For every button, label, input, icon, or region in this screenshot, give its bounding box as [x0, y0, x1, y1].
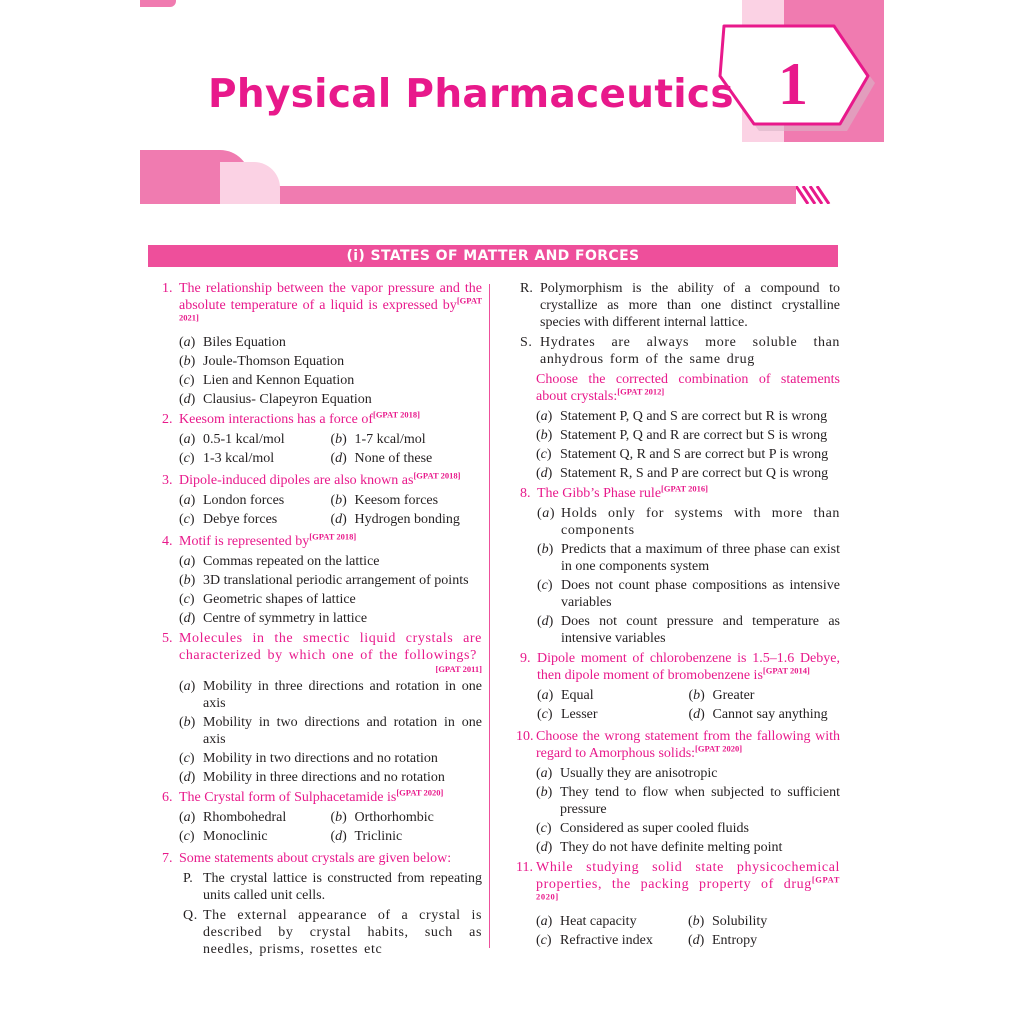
option: (c) Does not count phase compositions as intensive variables — [537, 578, 840, 610]
page-title: Physical Pharmaceutics — [208, 72, 734, 117]
question-9 — [520, 650, 840, 725]
options — [537, 687, 840, 725]
option: (c) Mobility in two directions and no rotation — [179, 751, 438, 766]
question-text: Some statements about crystals are given below: — [179, 851, 452, 866]
right-column — [516, 280, 840, 954]
option: (a) Rhombohedral — [179, 810, 287, 825]
option: (c) Debye forces — [179, 512, 278, 527]
question-text: The relationship between the vapor pressure and the absolute temperature of a liquid is expressed by[GPAT 2021] — [179, 281, 482, 323]
options — [179, 431, 482, 469]
option: (d) Hydrogen bonding — [330, 512, 460, 527]
question-number: 11. — [516, 860, 533, 875]
question-number: 3. — [162, 473, 173, 488]
option: (c) Monoclinic — [179, 829, 268, 844]
column-divider — [489, 284, 490, 948]
option: (b) Orthorhombic — [330, 810, 434, 825]
exam-tag: [GPAT 2020] — [695, 743, 743, 754]
statement: S. Hydrates are always more soluble than anhydrous form of the same drug — [520, 335, 840, 367]
options — [179, 334, 482, 408]
question-text: Keesom interactions has a force of[GPAT 2018] — [179, 409, 420, 427]
option: (a) Usually they are anisotropic — [536, 766, 718, 781]
question-7 — [162, 850, 482, 958]
header-band — [140, 150, 840, 206]
option: (d) Entropy — [688, 933, 758, 948]
option: (a) Mobility in three directions and rotation in one axis — [179, 679, 482, 711]
option: (b) 3D translational periodic arrangement of points — [179, 573, 469, 588]
option: (a) Statement P, Q and S are correct but R is wrong — [536, 409, 828, 424]
option: (c) 1-3 kcal/mol — [179, 451, 275, 466]
question-number: 1. — [162, 281, 173, 296]
exam-tag: [GPAT 2016] — [661, 483, 709, 494]
question-number: 5. — [162, 631, 173, 646]
question-number: 8. — [520, 486, 531, 501]
question-number: 6. — [162, 790, 173, 805]
exam-tag: [GPAT 2020] — [536, 874, 840, 902]
option: (d) Cannot say anything — [688, 707, 828, 722]
option: (b) Greater — [688, 688, 755, 703]
option: (b) Keesom forces — [330, 493, 439, 508]
question-text: Choose the wrong statement from the fallowing with regard to Amorphous solids:[GPAT 2020] — [536, 729, 840, 761]
question-3 — [162, 472, 482, 530]
question-7-continued — [516, 280, 840, 482]
options — [179, 678, 482, 786]
options — [537, 505, 840, 647]
option: (c) Considered as super cooled fluids — [536, 821, 749, 836]
option: (d) None of these — [330, 451, 433, 466]
option: (b) They tend to flow when subjected to sufficient pressure — [536, 785, 840, 817]
option: (b) Predicts that a maximum of three phase can exist in one components system — [537, 542, 840, 574]
options — [536, 765, 840, 856]
question-text: The Gibb’s Phase rule[GPAT 2016] — [537, 483, 709, 501]
exam-tag: [GPAT 2012] — [617, 386, 665, 397]
exam-tag: [GPAT 2014] — [762, 665, 810, 676]
chapter-number: 1 — [778, 51, 808, 117]
statement: Q. The external appearance of a crystal is described by crystal habits, such as needles, prisms, rosettes etc — [183, 908, 482, 957]
option: (a) Holds only for systems with more than components — [537, 506, 840, 538]
option: (a) Commas repeated on the lattice — [179, 554, 380, 569]
option: (c) Refractive index — [536, 933, 653, 948]
statement: R. Polymorphism is the ability of a compound to crystallize as more than one distinct crystalline species with different internal lattice. — [520, 281, 840, 330]
chapter-badge — [716, 20, 876, 132]
question-11 — [516, 859, 840, 951]
option: (d) Statement R, S and P are correct but Q is wrong — [536, 466, 829, 481]
question-text: The Crystal form of Sulphacetamide is[GPAT 2020] — [179, 787, 444, 805]
band-hatch-decoration — [796, 186, 836, 204]
band-light-shape — [220, 162, 280, 204]
option: (c) Lien and Kennon Equation — [179, 373, 355, 388]
options — [179, 553, 482, 627]
option: (b) Statement P, Q and R are correct but S is wrong — [536, 428, 828, 443]
option: (a) London forces — [179, 493, 285, 508]
options — [536, 913, 840, 951]
option: (d) Triclinic — [330, 829, 403, 844]
question-number: 10. — [516, 729, 534, 744]
question-10 — [516, 728, 840, 856]
question-text: Motif is represented by[GPAT 2018] — [179, 531, 357, 549]
exam-tag: [GPAT 2020] — [396, 787, 444, 798]
section-heading: (i) STATES OF MATTER AND FORCES — [148, 245, 838, 267]
option: (c) Geometric shapes of lattice — [179, 592, 356, 607]
exam-tag: [GPAT 2018] — [309, 531, 357, 542]
question-text: Molecules in the smectic liquid crystals are characterized by which one of the followings? — [179, 631, 482, 663]
question-2 — [162, 411, 482, 469]
options — [179, 492, 482, 530]
option: (b) 1-7 kcal/mol — [330, 432, 426, 447]
statements — [179, 870, 482, 958]
question-text: Dipole moment of chlorobenzene is 1.5–1.6 Debye, then dipole moment of bromobenzene is[GPAT 2014] — [537, 651, 840, 683]
option: (a) Equal — [537, 688, 594, 703]
question-number: 2. — [162, 412, 173, 427]
option: (d) Clausius- Clapeyron Equation — [179, 392, 372, 407]
option: (a) Biles Equation — [179, 335, 286, 350]
option: (b) Joule-Thomson Equation — [179, 354, 345, 369]
question-instruction: Choose the corrected combination of statements about crystals:[GPAT 2012] — [536, 372, 840, 404]
question-number: 7. — [162, 851, 173, 866]
exam-tag: [GPAT 2011] — [435, 664, 482, 674]
option: (c) Statement Q, R and S are correct but P is wrong — [536, 447, 829, 462]
question-text: Dipole-induced dipoles are also known as[GPAT 2018] — [179, 470, 461, 488]
option: (d) They do not have definite melting point — [536, 840, 783, 855]
question-1 — [162, 280, 482, 408]
question-number: 4. — [162, 534, 173, 549]
question-8 — [520, 485, 840, 647]
option: (d) Centre of symmetry in lattice — [179, 611, 368, 626]
option: (d) Does not count pressure and temperature as intensive variables — [537, 614, 840, 646]
question-text: While studying solid state physicochemical properties, the packing property of drug[GPAT 2020] — [536, 860, 840, 902]
statement: P. The crystal lattice is constructed from repeating units called unit cells. — [183, 871, 482, 903]
options — [179, 809, 482, 847]
question-number: 9. — [520, 651, 531, 666]
exam-tag: [GPAT 2021] — [179, 295, 482, 323]
question-6 — [162, 789, 482, 847]
option: (a) Heat capacity — [536, 914, 637, 929]
option: (a) 0.5-1 kcal/mol — [179, 432, 285, 447]
exam-tag: [GPAT 2018] — [372, 409, 420, 420]
question-4 — [162, 533, 482, 627]
left-column — [162, 280, 482, 961]
option: (b) Mobility in two directions and rotation in one axis — [179, 715, 482, 747]
options — [516, 408, 840, 482]
option: (b) Solubility — [688, 914, 768, 929]
option: (c) Lesser — [537, 707, 598, 722]
question-5 — [162, 630, 482, 786]
option: (d) Mobility in three directions and no rotation — [179, 770, 445, 785]
exam-tag: [GPAT 2018] — [413, 470, 461, 481]
decorative-tab — [140, 0, 176, 7]
